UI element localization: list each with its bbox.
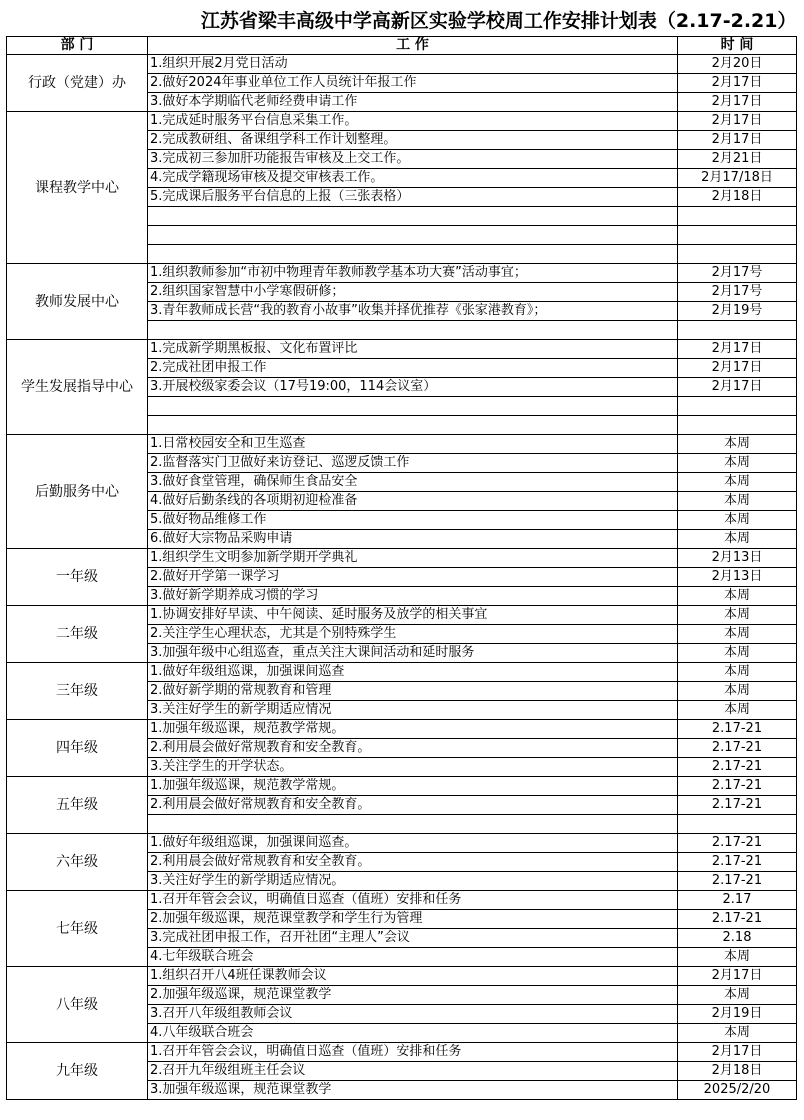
time-cell[interactable]: 本周 — [678, 454, 797, 473]
dept-cell[interactable]: 课程教学中心 — [7, 112, 148, 264]
table-row — [7, 606, 797, 625]
work-cell[interactable] — [148, 226, 678, 245]
time-cell[interactable] — [678, 416, 797, 435]
work-cell[interactable]: 4.做好后勤条线的各项期初迎检准备 — [148, 492, 678, 511]
time-cell[interactable]: 本周 — [678, 435, 797, 454]
dept-cell[interactable]: 五年级 — [7, 777, 148, 834]
work-cell[interactable]: 3.关注学生的开学状态。 — [148, 758, 678, 777]
time-cell[interactable]: 2月17日 — [678, 93, 797, 112]
time-cell[interactable]: 2月13日 — [678, 549, 797, 568]
work-cell[interactable]: 3.完成社团申报工作，召开社团“主理人”会议 — [148, 929, 678, 948]
time-cell[interactable]: 2月17日 — [678, 112, 797, 131]
time-cell[interactable]: 本周 — [678, 625, 797, 644]
work-cell[interactable]: 4.完成学籍现场审核及提交审核表工作。 — [148, 169, 678, 188]
work-cell[interactable]: 1.组织教师参加“市初中物理青年教师教学基本功大赛”活动事宜； — [148, 264, 678, 283]
table-row — [7, 834, 797, 853]
dept-cell[interactable]: 行政（党建）办 — [7, 55, 148, 112]
work-cell[interactable]: 3.加强年级中心组巡查，重点关注大课间活动和延时服务 — [148, 644, 678, 663]
time-cell[interactable]: 本周 — [678, 511, 797, 530]
table-row — [7, 891, 797, 910]
work-cell[interactable]: 1.协调安排好早读、中午阅读、延时服务及放学的相关事宜 — [148, 606, 678, 625]
table-row — [7, 1043, 797, 1062]
work-cell[interactable]: 1.完成新学期黑板报、文化布置评比 — [148, 340, 678, 359]
time-cell[interactable]: 2月13日 — [678, 568, 797, 587]
work-cell[interactable]: 3.开展校级家委会议（17号19:00，114会议室） — [148, 378, 678, 397]
time-cell[interactable]: 2.17-21 — [678, 739, 797, 758]
work-cell[interactable]: 1.日常校园安全和卫生巡查 — [148, 435, 678, 454]
work-cell[interactable]: 3.完成初三参加肝功能报告审核及上交工作。 — [148, 150, 678, 169]
work-cell[interactable] — [148, 245, 678, 264]
time-cell[interactable] — [678, 321, 797, 340]
work-cell[interactable] — [148, 207, 678, 226]
schedule-table — [6, 6, 797, 1100]
dept-cell[interactable]: 三年级 — [7, 663, 148, 720]
time-cell[interactable]: 本周 — [678, 682, 797, 701]
time-cell[interactable]: 2.18 — [678, 929, 797, 948]
work-cell[interactable]: 2.利用晨会做好常规教育和安全教育。 — [148, 739, 678, 758]
time-cell[interactable]: 本周 — [678, 663, 797, 682]
work-cell[interactable]: 3.关注好学生的新学期适应情况 — [148, 701, 678, 720]
work-cell[interactable]: 4.七年级联合班会 — [148, 948, 678, 967]
work-cell[interactable]: 3.做好新学期养成习惯的学习 — [148, 587, 678, 606]
work-cell[interactable]: 2.加强年级巡课，规范课堂教学 — [148, 986, 678, 1005]
time-cell[interactable]: 2025/2/20 — [678, 1081, 797, 1100]
sheet-title: 江苏省梁丰高级中学高新区实验学校周工作安排计划表（2.17-2.21） — [200, 10, 797, 32]
time-cell[interactable]: 2.17-21 — [678, 777, 797, 796]
time-cell[interactable]: 本周 — [678, 1024, 797, 1043]
work-cell[interactable]: 2.监督落实门卫做好来访登记、巡逻反馈工作 — [148, 454, 678, 473]
time-cell[interactable]: 2月17日 — [678, 1043, 797, 1062]
work-cell[interactable]: 1.组织学生文明参加新学期开学典礼 — [148, 549, 678, 568]
time-cell[interactable]: 2月17号 — [678, 264, 797, 283]
table-row — [7, 663, 797, 682]
time-cell[interactable]: 本周 — [678, 492, 797, 511]
time-cell[interactable] — [678, 245, 797, 264]
work-cell[interactable]: 2.做好2024年事业单位工作人员统计年报工作 — [148, 74, 678, 93]
time-cell[interactable]: 2.17-21 — [678, 758, 797, 777]
work-cell[interactable]: 2.加强年级巡课，规范课堂教学和学生行为管理 — [148, 910, 678, 929]
time-cell[interactable] — [678, 397, 797, 416]
work-cell[interactable]: 2.做好开学第一课学习 — [148, 568, 678, 587]
time-cell[interactable]: 2月17号 — [678, 283, 797, 302]
work-cell[interactable]: 1.组织开展2月党日活动 — [148, 55, 678, 74]
time-cell[interactable]: 本周 — [678, 473, 797, 492]
work-cell[interactable]: 2.利用晨会做好常规教育和安全教育。 — [148, 853, 678, 872]
dept-cell[interactable]: 四年级 — [7, 720, 148, 777]
work-cell[interactable]: 3.做好本学期临代老师经费申请工作 — [148, 93, 678, 112]
time-cell[interactable]: 2.17-21 — [678, 853, 797, 872]
work-cell[interactable]: 2.利用晨会做好常规教育和安全教育。 — [148, 796, 678, 815]
work-cell[interactable]: 1.召开年管会会议，明确值日巡查（值班）安排和任务 — [148, 1043, 678, 1062]
table-row — [7, 720, 797, 739]
header-dept[interactable]: 部 门 — [7, 37, 148, 55]
dept-cell[interactable]: 六年级 — [7, 834, 148, 891]
time-cell[interactable]: 2月19号 — [678, 302, 797, 321]
time-cell[interactable]: 2月17日 — [678, 359, 797, 378]
time-cell[interactable]: 本周 — [678, 948, 797, 967]
time-cell[interactable]: 2.17-21 — [678, 720, 797, 739]
table-row — [7, 967, 797, 986]
work-cell[interactable]: 3.青年教师成长营“我的教育小故事”收集并择优推荐《张家港教育》； — [148, 302, 678, 321]
table-row — [7, 435, 797, 454]
schedule-sheet — [6, 6, 797, 1100]
work-cell[interactable] — [148, 815, 678, 834]
header-work[interactable]: 工 作 — [148, 37, 678, 55]
table-row — [7, 340, 797, 359]
time-cell[interactable]: 2月19日 — [678, 1005, 797, 1024]
work-cell[interactable] — [148, 397, 678, 416]
work-cell[interactable]: 3.加强年级巡课，规范课堂教学 — [148, 1081, 678, 1100]
work-cell[interactable]: 1.组织召开八4班任课教师会议 — [148, 967, 678, 986]
table-row — [7, 549, 797, 568]
time-cell[interactable]: 2月17/18日 — [678, 169, 797, 188]
time-cell[interactable] — [678, 226, 797, 245]
work-cell[interactable]: 6.做好大宗物品采购申请 — [148, 530, 678, 549]
time-cell[interactable] — [678, 207, 797, 226]
time-cell[interactable]: 本周 — [678, 644, 797, 663]
time-cell[interactable]: 本周 — [678, 701, 797, 720]
time-cell[interactable]: 本周 — [678, 606, 797, 625]
dept-cell[interactable]: 二年级 — [7, 606, 148, 663]
work-cell[interactable]: 2.组织国家智慧中小学寒假研修； — [148, 283, 678, 302]
header-time[interactable]: 时 间 — [678, 37, 797, 55]
time-cell[interactable]: 2月17日 — [678, 378, 797, 397]
time-cell[interactable]: 2.17-21 — [678, 834, 797, 853]
work-cell[interactable]: 1.做好年级组巡课，加强课间巡查。 — [148, 834, 678, 853]
work-cell[interactable]: 5.完成课后服务平台信息的上报（三张表格） — [148, 188, 678, 207]
time-cell[interactable]: 2月17日 — [678, 340, 797, 359]
work-cell[interactable]: 3.关注好学生的新学期适应情况。 — [148, 872, 678, 891]
work-cell[interactable]: 2.召开九年级组班主任会议 — [148, 1062, 678, 1081]
work-cell[interactable]: 2.关注学生心理状态，尤其是个别特殊学生 — [148, 625, 678, 644]
work-cell[interactable]: 3.做好食堂管理，确保师生食品安全 — [148, 473, 678, 492]
work-cell[interactable]: 5.做好物品维修工作 — [148, 511, 678, 530]
dept-cell[interactable]: 教师发展中心 — [7, 264, 148, 340]
work-cell[interactable] — [148, 416, 678, 435]
time-cell[interactable]: 2月17日 — [678, 74, 797, 93]
work-cell[interactable]: 1.加强年级巡课，规范教学常规。 — [148, 777, 678, 796]
dept-cell[interactable]: 九年级 — [7, 1043, 148, 1100]
table-row — [7, 112, 797, 131]
time-cell[interactable]: 2月17日 — [678, 967, 797, 986]
dept-cell[interactable]: 八年级 — [7, 967, 148, 1043]
work-cell[interactable]: 1.加强年级巡课，规范教学常规。 — [148, 720, 678, 739]
time-cell[interactable]: 2月20日 — [678, 55, 797, 74]
time-cell[interactable]: 2月18日 — [678, 1062, 797, 1081]
time-cell[interactable]: 2.17-21 — [678, 796, 797, 815]
work-cell[interactable]: 1.做好年级组巡课，加强课间巡查 — [148, 663, 678, 682]
time-cell[interactable]: 本周 — [678, 587, 797, 606]
work-cell[interactable] — [148, 321, 678, 340]
work-cell[interactable]: 1.召开年管会会议，明确值日巡查（值班）安排和任务 — [148, 891, 678, 910]
work-cell[interactable]: 1.完成延时服务平台信息采集工作。 — [148, 112, 678, 131]
dept-cell[interactable]: 一年级 — [7, 549, 148, 606]
table-row — [7, 777, 797, 796]
time-cell[interactable]: 2月21日 — [678, 150, 797, 169]
time-cell[interactable]: 2月18日 — [678, 188, 797, 207]
work-cell[interactable]: 2.做好新学期的常规教育和管理 — [148, 682, 678, 701]
work-cell[interactable]: 4.八年级联合班会 — [148, 1024, 678, 1043]
time-cell[interactable]: 2.17 — [678, 891, 797, 910]
time-cell[interactable]: 本周 — [678, 530, 797, 549]
dept-cell[interactable]: 七年级 — [7, 891, 148, 967]
work-cell[interactable]: 3.召开八年级组教师会议 — [148, 1005, 678, 1024]
time-cell[interactable] — [678, 815, 797, 834]
dept-cell[interactable]: 学生发展指导中心 — [7, 340, 148, 435]
table-row — [7, 55, 797, 74]
time-cell[interactable]: 2月17日 — [678, 131, 797, 150]
time-cell[interactable]: 2.17-21 — [678, 872, 797, 891]
table-row — [7, 264, 797, 283]
time-cell[interactable]: 本周 — [678, 986, 797, 1005]
dept-cell[interactable]: 后勤服务中心 — [7, 435, 148, 549]
time-cell[interactable]: 2.17-21 — [678, 910, 797, 929]
work-cell[interactable]: 2.完成社团申报工作 — [148, 359, 678, 378]
work-cell[interactable]: 2.完成教研组、备课组学科工作计划整理。 — [148, 131, 678, 150]
